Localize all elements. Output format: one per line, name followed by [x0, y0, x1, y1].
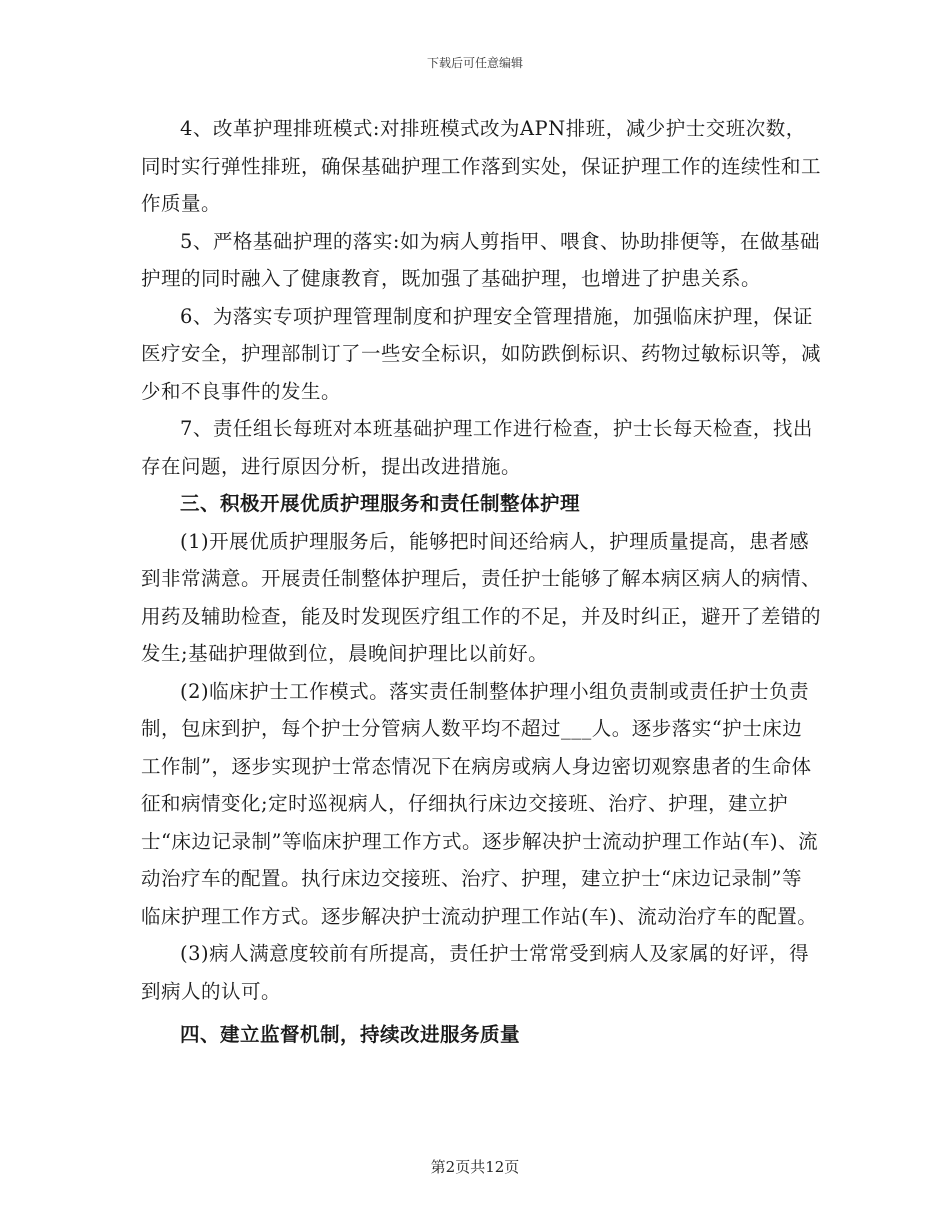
- page-header: 下载后可任意编辑: [426, 56, 523, 70]
- paragraph-7: 7、责任组长每班对本班基础护理工作进行检查，护士长每天检查，找出存在问题，进行原因分析，提出改进措施。: [141, 417, 813, 478]
- document-body: [141, 110, 821, 1054]
- page-number: 第2页共12页: [430, 1158, 520, 1176]
- section-3-paragraph-3: (3)病人满意度较前有所提高，责任护士常常受到病人及家属的好评，得到病人的认可。: [141, 942, 810, 1003]
- section-4-heading: 四、建立监督机制，持续改进服务质量: [180, 1023, 521, 1046]
- section-3-heading: 三、积极开展优质护理服务和责任制整体护理: [180, 492, 581, 515]
- paragraph-5: 5、严格基础护理的落实:如为病人剪指甲、喂食、协助排便等，在做基础护理的同时融入了健康教育，既加强了基础护理，也增进了护患关系。: [141, 229, 820, 290]
- section-3-paragraph-1: (1)开展优质护理服务后，能够把时间还给病人，护理质量提高，患者感到非常满意。开展责任制整体护理后，责任护士能够了解本病区病人的病情、用药及辅助检查，能及时发现医疗组工作的不足，并及时纠正，避开了差错的发生;基础护理做到位，晨晚间护理比以前好。: [141, 529, 822, 665]
- paragraph-4: 4、改革护理排班模式:对排班模式改为APN排班，减少护士交班次数，同时实行弹性排班，确保基础护理工作落到实处，保证护理工作的连续性和工作质量。: [141, 117, 822, 215]
- section-3-paragraph-2: (2)临床护士工作模式。落实责任制整体护理小组负责制或责任护士负责制，包床到护，每个护士分管病人数平均不超过___人。逐步落实“护士床边工作制”，逐步实现护士常态情况下在病房或病人身边密切观察患者的生命体征和病情变化;定时巡视病人，仔细执行床边交接班、治疗、护理，建立护士“床边记录制”等临床护理工作方式。逐步解决护士流动护理工作站(车)、流动治疗车的配置。执行床边交接班、治疗、护理，建立护士“床边记录制”等临床护理工作方式。逐步解决护士流动护理工作站(车)、流动治疗车的配置。: [141, 679, 819, 928]
- paragraph-6: 6、为落实专项护理管理制度和护理安全管理措施，加强临床护理，保证医疗安全，护理部制订了一些安全标识，如防跌倒标识、药物过敏标识等，减少和不良事件的发生。: [141, 304, 822, 403]
